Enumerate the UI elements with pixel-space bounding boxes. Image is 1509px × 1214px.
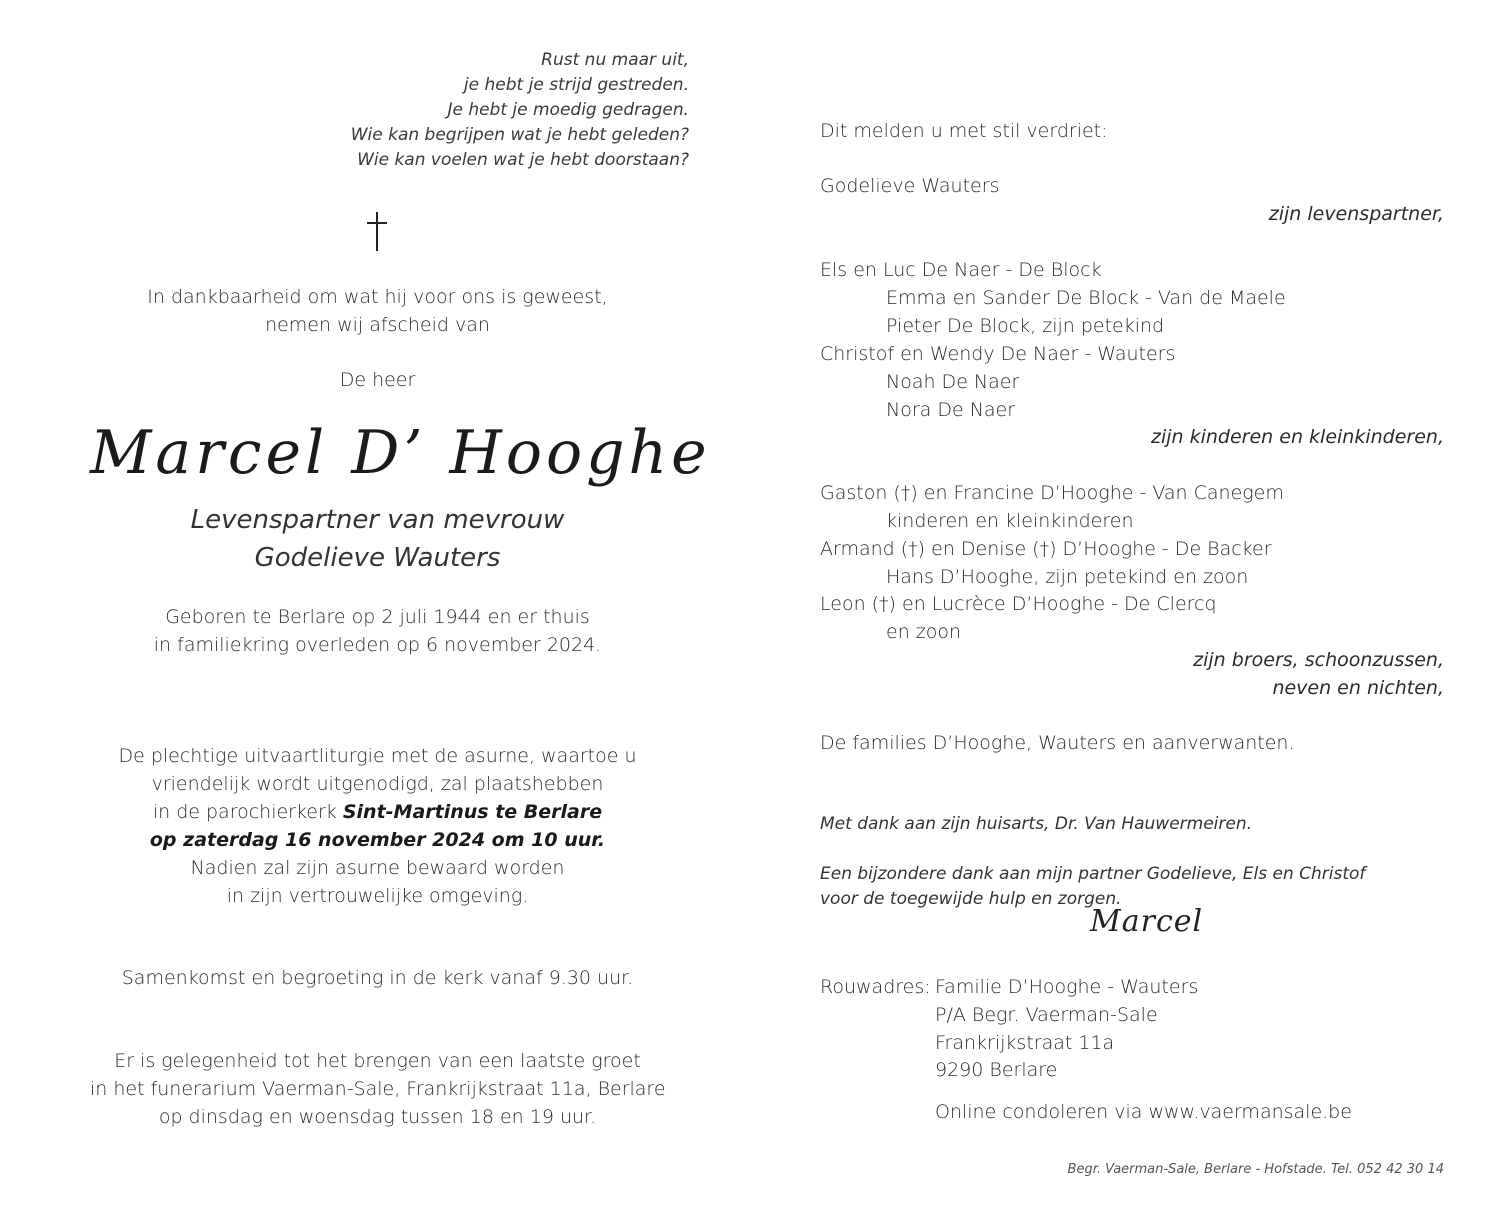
poem xyxy=(351,48,689,173)
family-line: Gaston (†) en Francine D’Hooghe - Van Canegem xyxy=(820,482,1284,504)
address-label: Rouwadres: xyxy=(820,976,931,998)
deceased-name: Marcel D’ Hooghe xyxy=(90,418,711,488)
church-name: Sint-Martinus te Berlare xyxy=(342,801,603,823)
poem-line: Rust nu maar uit, xyxy=(541,50,689,70)
announce-text: Dit melden u met stil verdriet: xyxy=(820,120,1108,142)
thanks-partner-line: Een bijzondere dank aan mijn partner Godelieve, Els en Christof xyxy=(820,864,1366,884)
siblings-relation: zijn broers, schoonzussen, xyxy=(1193,649,1444,671)
address-line: Frankrijkstraat 11a xyxy=(935,1032,1115,1054)
thanks-doctor: Met dank aan zijn huisarts, Dr. Van Hauwermeiren. xyxy=(820,814,1253,834)
children-relation: zijn kinderen en kleinkinderen, xyxy=(1151,426,1444,448)
family-line: Pieter De Block, zijn petekind xyxy=(886,315,1165,337)
siblings-relation: neven en nichten, xyxy=(1272,677,1444,699)
cross-icon xyxy=(364,210,390,252)
poem-line: Je hebt je moedig gedragen. xyxy=(447,100,689,120)
poem-line: je hebt je strijd gestreden. xyxy=(463,75,689,95)
family-line: Nora De Naer xyxy=(886,399,1016,421)
family-column xyxy=(820,0,1444,1214)
partner-name: Godelieve Wauters xyxy=(820,175,1000,197)
family-line: Leon (†) en Lucrèce D’Hooghe - De Clercq xyxy=(820,593,1217,615)
family-line: kinderen en kleinkinderen xyxy=(886,510,1134,532)
family-line: Christof en Wendy De Naer - Wauters xyxy=(820,343,1176,365)
visitation-text: Er is gelegenheid tot het brengen van een laatste groet in het funerarium Vaerman-Sale, Frankrijkstraat 11a, Berlare op dinsdag en woensdag tussen 18 en 19 uur. xyxy=(90,1050,666,1128)
poem-line: Wie kan voelen wat je hebt doorstaan? xyxy=(357,150,689,170)
address-line: Familie D’Hooghe - Wauters xyxy=(935,976,1199,998)
address-line: 9290 Berlare xyxy=(935,1059,1058,1081)
funeral-text: De plechtige uitvaartliturgie met de asurne, waartoe u vriendelijk wordt uitgenodigd, zal plaatshebben in de parochierkerk Sint-Martinus te Berlare op zaterdag 16 november 2024 om 10 uur. Nadien zal zijn asurne bewaard worden in zijn vertrouwelijke omgeving. xyxy=(100,742,655,910)
partner-subtitle: Levenspartner van mevrouw Godelieve Wauters xyxy=(190,505,565,573)
poem-line: Wie kan begrijpen wat je hebt geleden? xyxy=(350,125,689,145)
signature: Marcel xyxy=(1090,904,1204,939)
family-line: Armand (†) en Denise (†) D’Hooghe - De Backer xyxy=(820,538,1272,560)
family-line: Emma en Sander De Block - Van de Maele xyxy=(886,287,1286,309)
family-line: Els en Luc De Naer - De Block xyxy=(820,259,1102,281)
thanks-partner-line: voor de toegewijde hulp en zorgen. xyxy=(820,889,1122,909)
families-text: De families D’Hooghe, Wauters en aanverwanten. xyxy=(820,732,1295,754)
address-line: P/A Begr. Vaerman-Sale xyxy=(935,1004,1158,1026)
funeral-datetime: op zaterdag 16 november 2024 om 10 uur. xyxy=(149,829,606,851)
family-line: Hans D’Hooghe, zijn petekind en zoon xyxy=(886,566,1249,588)
online-condolence-link[interactable]: Online condoleren via www.vaermansale.be xyxy=(935,1101,1352,1123)
footer-credit: Begr. Vaerman-Sale, Berlare - Hofstade. Tel. 052 42 30 14 xyxy=(1067,1162,1444,1177)
family-line: Noah De Naer xyxy=(886,371,1020,393)
gathering-text: Samenkomst en begroeting in de kerk vanaf 9.30 uur. xyxy=(121,967,634,989)
family-line: en zoon xyxy=(886,621,962,643)
partner-relation: zijn levenspartner, xyxy=(1268,203,1444,225)
birth-death-text: Geboren te Berlare op 2 juli 1944 en er thuis in familiekring overleden op 6 november 2024. xyxy=(153,606,602,656)
intro-text: In dankbaarheid om wat hij voor ons is geweest, nemen wij afscheid van xyxy=(147,286,608,336)
salutation: De heer xyxy=(339,369,416,391)
